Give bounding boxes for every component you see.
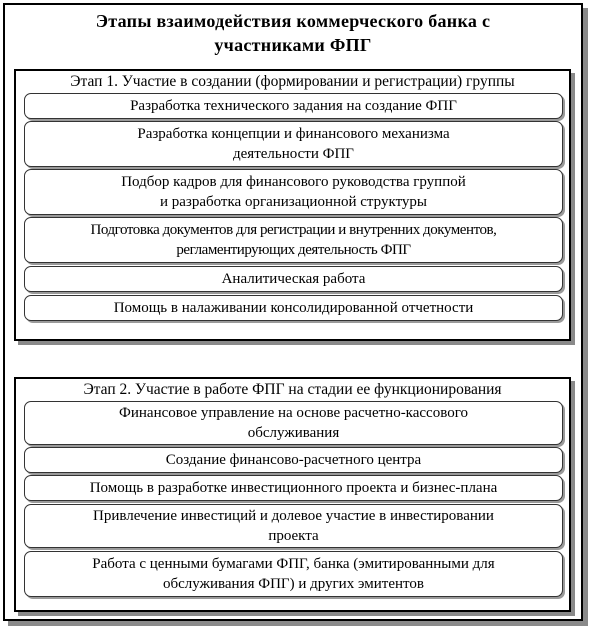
stage-1-item-3	[24, 169, 563, 215]
stage-2-item-5	[24, 551, 563, 597]
diagram-title	[5, 9, 581, 57]
stage-1-item-2-line1: Разработка концепции и финансового механизма	[137, 126, 450, 142]
stage-1-item-4-line1: Подготовка документов для регистрации и внутренних документов,	[90, 222, 497, 238]
diagram-title-line1: Этапы взаимодействия коммерческого банка с	[95, 11, 491, 31]
stage-2-item-1	[24, 401, 563, 445]
stage-2-item-4-line2: проекта	[268, 528, 319, 544]
stage-2-item-5-line1: Работа с ценными бумагами ФПГ, банка (эмитированными для	[92, 556, 495, 572]
stage-2-title: Этап 2. Участие в работе ФПГ на стадии ее функционирования	[83, 381, 502, 398]
stage-1-item-2	[24, 121, 563, 167]
stage-2-item-3	[24, 475, 563, 501]
stage-1-item-6	[24, 295, 563, 321]
stage-2-item-5-line2: обслуживания ФПГ) и других эмитентов	[163, 576, 424, 592]
stage-1-title: Этап 1. Участие в создании (формировании и регистрации) группы	[70, 73, 515, 90]
stage-1-item-4-line2: регламентирующих деятельность ФПГ	[176, 242, 411, 258]
stage-1-box	[14, 69, 571, 341]
stage-2-item-2	[24, 447, 563, 473]
stage-1-item-5	[24, 266, 563, 292]
stage-2-item-4	[24, 504, 563, 548]
stage-1-item-5-line1: Аналитическая работа	[221, 271, 366, 287]
diagram-frame	[3, 3, 583, 621]
stage-2-item-1-line2: обслуживания	[247, 425, 340, 441]
stage-1-item-2-line2: деятельности ФПГ	[233, 146, 354, 162]
stage-1-item-1-line1: Разработка технического задания на создание ФПГ	[130, 98, 457, 114]
stage-1-item-3-line1: Подбор кадров для финансового руководства группой	[121, 174, 466, 190]
diagram-title-line2: участниками ФПГ	[214, 35, 372, 55]
stage-2-item-2-line1: Создание финансово-расчетного центра	[165, 452, 422, 468]
stage-2-item-3-line1: Помощь в разработке инвестиционного проекта и бизнес-плана	[89, 480, 498, 496]
stage-1-item-4	[24, 217, 563, 263]
stage-1-item-1	[24, 93, 563, 119]
stage-2-item-4-line1: Привлечение инвестиций и долевое участие в инвестировании	[93, 508, 494, 524]
stage-2-box	[14, 377, 571, 612]
stage-1-item-6-line1: Помощь в налаживании консолидированной отчетности	[113, 300, 474, 316]
stage-2-item-1-line1: Финансовое управление на основе расчетно-кассового	[119, 405, 468, 421]
stage-1-item-3-line2: и разработка организационной структуры	[159, 194, 428, 210]
